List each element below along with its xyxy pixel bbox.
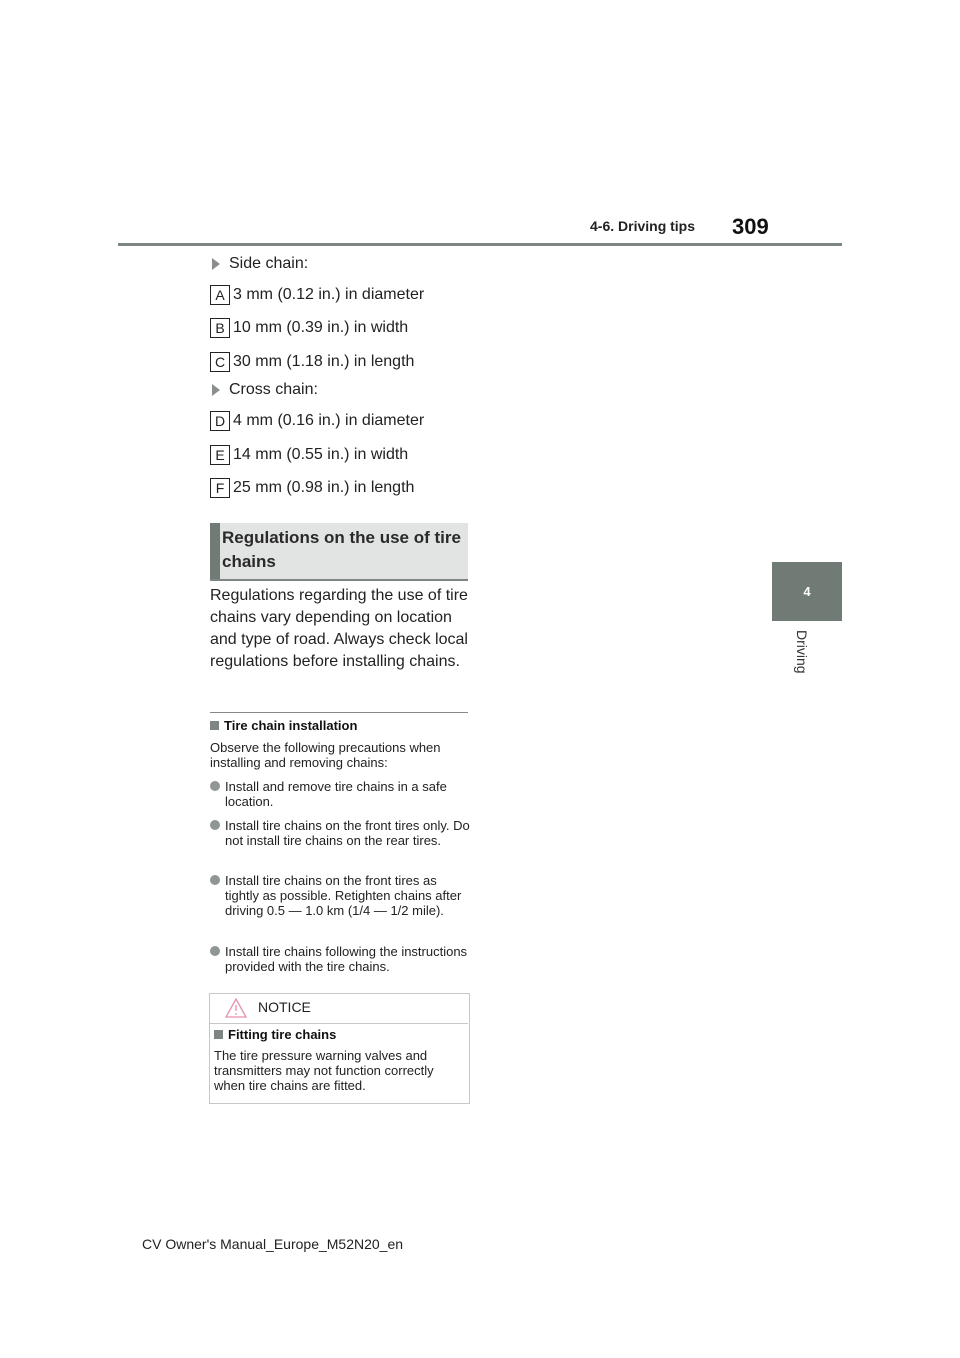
spec-text: 14 mm (0.55 in.) in width (233, 446, 409, 463)
round-bullet-icon (210, 820, 220, 830)
round-bullet-icon (210, 781, 220, 791)
square-bullet-icon (214, 1030, 223, 1039)
spec-text: 30 mm (1.18 in.) in length (233, 353, 415, 370)
bullet-text: Install tire chains on the front tires only. Do not install tire chains on the rear tires. (225, 818, 470, 848)
label-letter: F (210, 478, 230, 498)
notice-body: The tire pressure warning valves and transmitters may not function correctly when tire chains are fitted. (214, 1048, 434, 1093)
spec-text: 10 mm (0.39 in.) in width (233, 319, 409, 336)
round-bullet-icon (210, 875, 220, 885)
notice-heading (214, 1027, 336, 1042)
spec-item (210, 478, 414, 498)
triangle-bullet-icon (212, 384, 220, 396)
bullet-text: Install tire chains on the front tires as tightly as possible. Retighten chains after driving 0.5 — 1.0 km (1/4 — 1/2 mile). (225, 873, 462, 918)
square-bullet-icon (210, 721, 219, 730)
spec-item (210, 318, 408, 338)
label-letter: E (210, 445, 230, 465)
footer-text: CV Owner's Manual_Europe_M52N20_en (142, 1236, 404, 1252)
notice-divider (210, 1023, 468, 1024)
spec-item (210, 445, 408, 465)
cross-chain-heading-text: Cross chain: (229, 381, 318, 398)
section-divider (210, 712, 468, 713)
heading-accent-bar (210, 523, 220, 579)
warning-triangle-icon (225, 998, 247, 1018)
spec-text: 25 mm (0.98 in.) in length (233, 479, 415, 496)
bullet-text: Install tire chains following the instructions provided with the tire chains. (225, 944, 468, 974)
spec-text: 4 mm (0.16 in.) in diameter (233, 412, 425, 429)
header-rule (118, 243, 842, 246)
chapter-label: Driving (794, 630, 810, 674)
list-item (210, 818, 472, 848)
installation-heading-text: Tire chain installation (224, 718, 358, 733)
section-title: 4-6. Driving tips (590, 218, 696, 234)
installation-intro: Observe the following precautions when installing and removing chains: (210, 740, 441, 770)
regulations-title: Regulations on the use of tire chains (222, 528, 461, 571)
notice-heading-text: Fitting tire chains (228, 1027, 337, 1042)
installation-heading (210, 718, 357, 733)
spec-item (210, 411, 424, 431)
bullet-text: Install and remove tire chains in a safe location. (225, 779, 447, 809)
chapter-tab[interactable] (772, 562, 842, 621)
spec-text: 3 mm (0.12 in.) in diameter (233, 286, 425, 303)
side-chain-heading-text: Side chain: (229, 255, 309, 272)
list-item (210, 873, 472, 918)
chapter-number: 4 (803, 584, 811, 599)
label-letter: A (210, 285, 230, 305)
list-item (210, 944, 472, 974)
side-chain-heading (212, 255, 308, 273)
notice-label: NOTICE (258, 999, 311, 1015)
label-letter: B (210, 318, 230, 338)
spec-item (210, 285, 424, 305)
label-letter: D (210, 411, 230, 431)
round-bullet-icon (210, 946, 220, 956)
page-number: 309 (732, 214, 769, 239)
list-item (210, 779, 472, 809)
label-letter: C (210, 352, 230, 372)
cross-chain-heading (212, 381, 318, 399)
triangle-bullet-icon (212, 258, 220, 270)
regulations-body: Regulations regarding the use of tire chains vary depending on location and type of road. Always check local regulations before installing chains. (210, 587, 468, 670)
spec-item (210, 352, 414, 372)
